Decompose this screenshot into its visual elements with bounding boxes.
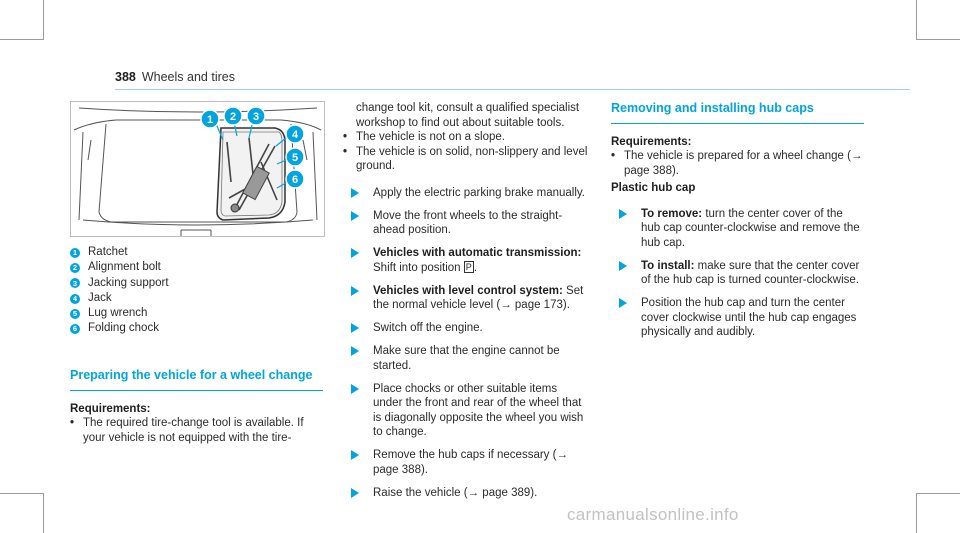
step-suffix: ). [420, 463, 428, 476]
legend-label: Lug wrench [88, 307, 148, 320]
legend-item [70, 245, 169, 260]
legend-badge: 2 [70, 263, 80, 273]
instruction-step [611, 296, 864, 340]
step-arrow-icon [351, 188, 359, 198]
crop-mark [43, 493, 44, 533]
section-title-prepare: Preparing the vehicle for a wheel change [70, 368, 313, 382]
requirement-text: The vehicle is on solid, non-slippery and level ground. [356, 145, 588, 172]
step-text: Apply the electric parking brake manually. [373, 186, 586, 199]
legend-label: Jack [88, 291, 112, 304]
chapter-title: Wheels and tires [141, 70, 235, 84]
step-condition: Vehicles with automatic transmission: [373, 247, 582, 259]
requirement-suffix: ). [671, 164, 679, 177]
requirements-label: Requirements: [70, 402, 151, 415]
page-reference-link[interactable]: → page 173 [500, 299, 563, 311]
legend-badge: 4 [70, 294, 80, 304]
callout-6-label: 6 [291, 174, 299, 186]
requirement-item: • The vehicle is prepared for a wheel change (→ page 388). [611, 150, 863, 177]
step-text: Set the normal vehicle level ( [373, 284, 584, 311]
requirement-continued: change tool kit, consult a qualified specialist workshop to find out about suitable tools. [356, 102, 580, 129]
step-text: Raise the vehicle ( [373, 486, 468, 499]
step-arrow-icon [619, 209, 627, 219]
step-arrow-icon [351, 248, 359, 258]
legend-item [70, 321, 169, 336]
instruction-step [343, 486, 588, 501]
legend-item [70, 291, 169, 306]
instruction-step [343, 321, 588, 336]
callout-4-label: 4 [291, 129, 299, 141]
instruction-step [343, 382, 588, 440]
page-reference-link[interactable]: → page 388 [624, 150, 863, 177]
step-suffix: . [473, 261, 478, 274]
crop-mark [0, 493, 44, 494]
step-suffix: ). [562, 299, 570, 311]
step-arrow-icon [619, 298, 627, 308]
legend-label: Folding chock [88, 322, 159, 335]
step-text: Position the hub cap and turn the center cover clockwise until the hub cap engages physically and audibly. [641, 297, 857, 338]
step-text: turn the center cover of the hub cap counter-clockwise and remove the hub cap. [641, 207, 860, 249]
callout-3-label: 3 [252, 111, 260, 123]
step-text: Move the front wheels to the straight-ahead position. [373, 209, 563, 236]
step-text: Switch off the engine. [373, 322, 483, 334]
step-condition: Vehicles with level control system: [373, 284, 563, 297]
legend-item [70, 306, 169, 321]
section-prepare-start [70, 368, 323, 445]
callout-5-label: 5 [291, 152, 299, 164]
instruction-step [343, 209, 588, 238]
step-arrow-icon [351, 488, 359, 498]
step-text: Place chocks or other suitable items under the front and rear of the wheel that is diagonally opposite the wheel you wish to change. [373, 382, 584, 438]
page-reference-link[interactable]: → page 388 [373, 449, 568, 476]
crop-mark [916, 493, 917, 533]
step-action: To remove: [641, 207, 703, 220]
step-arrow-icon [351, 450, 359, 460]
step-arrow-icon [619, 261, 627, 271]
crop-mark [0, 39, 44, 40]
step-arrow-icon [351, 323, 359, 333]
park-position-key: P [465, 261, 472, 272]
instruction-step [343, 246, 588, 275]
requirement-item: • The vehicle is not on a slope. [343, 131, 505, 143]
legend-badge: 5 [70, 309, 80, 319]
section-title-hub-caps: Removing and installing hub caps [611, 101, 814, 115]
legend-item [70, 276, 169, 291]
section-rule [70, 390, 323, 391]
legend-label: Ratchet [88, 246, 128, 258]
figure-legend [70, 245, 169, 337]
legend-badge: 3 [70, 278, 80, 288]
step-suffix: ). [530, 486, 538, 499]
crop-mark [43, 0, 44, 40]
section-hub-caps [611, 101, 864, 348]
step-arrow-icon [351, 286, 359, 296]
step-action: To install: [641, 259, 695, 272]
instruction-step [343, 186, 588, 201]
step-text: Make sure that the engine cannot be started. [373, 345, 560, 372]
subheading-plastic-hub-cap: Plastic hub cap [611, 182, 696, 194]
requirement-text: The vehicle is prepared for a wheel change ( [624, 150, 851, 162]
instruction-step [343, 448, 588, 477]
page-header [115, 70, 235, 84]
requirement-text: The required tire-change tool is available. If your vehicle is not equipped with the tire- [83, 417, 304, 444]
header-rule [115, 89, 910, 90]
instruction-step [343, 344, 588, 373]
crop-mark [916, 493, 960, 494]
section-rule [611, 123, 864, 124]
step-arrow-icon [351, 211, 359, 221]
legend-badge: 1 [70, 248, 80, 258]
callout-2-label: 2 [229, 111, 237, 123]
instruction-step [611, 207, 864, 251]
section-prepare-continued [343, 101, 588, 509]
trunk-illustration [70, 101, 325, 237]
step-arrow-icon [351, 346, 359, 356]
callout-1-label: 1 [206, 114, 214, 126]
legend-badge: 6 [70, 324, 80, 334]
requirement-item: • The vehicle is on solid, non-slippery and level ground. [343, 145, 588, 172]
legend-label: Alignment bolt [88, 261, 161, 274]
step-text: make sure that the center cover of the hub cap is turned counter-clockwise. [641, 259, 860, 286]
step-text: Remove the hub caps if necessary ( [373, 449, 557, 461]
page-number: 388 [115, 70, 136, 84]
legend-label: Jacking support [88, 276, 169, 289]
legend-item [70, 260, 169, 275]
crop-mark [916, 0, 917, 40]
page-reference-link[interactable]: → page 389 [467, 486, 531, 499]
instruction-step [611, 259, 864, 288]
step-text: Shift into position [373, 261, 461, 274]
requirement-text: The vehicle is not on a slope. [356, 131, 505, 143]
instruction-step [343, 284, 588, 313]
step-arrow-icon [351, 384, 359, 394]
watermark: carmanualsonline.info [567, 505, 739, 524]
crop-mark [916, 39, 960, 40]
trunk-drawing [71, 102, 324, 236]
requirements-label: Requirements: [611, 135, 692, 148]
requirement-item: • The required tire-change tool is available. If your vehicle is not equipped with the tire- [70, 416, 323, 445]
